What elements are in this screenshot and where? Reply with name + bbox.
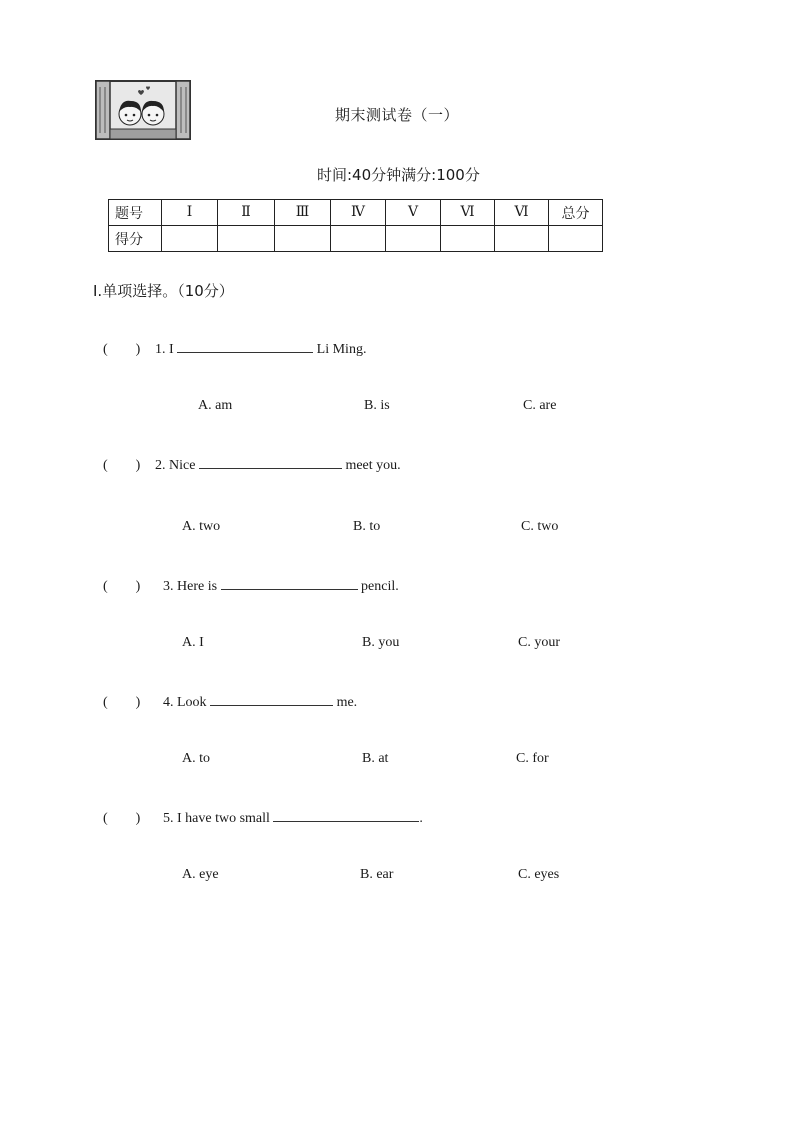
score-col-3: Ⅲ	[275, 200, 331, 226]
answer-paren[interactable]: ( )	[103, 458, 141, 473]
answer-blank[interactable]	[273, 809, 419, 822]
question-suffix: pencil.	[361, 579, 399, 594]
score-col-2: Ⅱ	[218, 200, 275, 226]
answer-blank[interactable]	[177, 340, 313, 353]
question-prefix: 3. Here is	[163, 579, 218, 594]
score-table-score-row	[109, 226, 603, 252]
score-table-row-label: 得分	[109, 226, 162, 252]
question-prefix: 1. I	[155, 342, 174, 357]
option-a[interactable]: A. two	[182, 519, 221, 534]
question-2	[103, 456, 401, 474]
question-4	[103, 693, 357, 711]
score-col-6: Ⅵ	[441, 200, 495, 226]
score-cell[interactable]	[162, 226, 218, 252]
answer-paren[interactable]: ( )	[103, 579, 141, 594]
score-cell[interactable]	[218, 226, 275, 252]
question-suffix: me.	[336, 695, 358, 710]
answer-blank[interactable]	[210, 693, 333, 706]
question-prefix: 5. I have two small	[163, 811, 270, 826]
answer-blank[interactable]	[199, 456, 342, 469]
option-b[interactable]: B. you	[362, 635, 400, 650]
score-cell[interactable]	[441, 226, 495, 252]
answer-paren[interactable]: ( )	[103, 811, 141, 826]
score-cell[interactable]	[495, 226, 549, 252]
question-3	[103, 577, 399, 595]
answer-blank[interactable]	[221, 577, 358, 590]
score-cell[interactable]	[549, 226, 603, 252]
question-suffix: meet you.	[345, 458, 401, 473]
score-col-5: Ⅴ	[386, 200, 441, 226]
question-prefix: 4. Look	[163, 695, 207, 710]
score-cell[interactable]	[275, 226, 331, 252]
score-col-7: Ⅵ	[495, 200, 549, 226]
score-col-total: 总分	[549, 200, 603, 226]
option-c[interactable]: C. your	[518, 635, 560, 650]
answer-paren[interactable]: ( )	[103, 342, 141, 357]
score-col-1: Ⅰ	[162, 200, 218, 226]
option-a[interactable]: A. eye	[182, 867, 219, 882]
option-c[interactable]: C. two	[521, 519, 559, 534]
question-suffix: Li Ming.	[316, 342, 367, 357]
score-table	[108, 199, 603, 252]
exam-title: 期末测试卷（一）	[334, 106, 459, 124]
score-cell[interactable]	[331, 226, 386, 252]
option-b[interactable]: B. ear	[360, 867, 394, 882]
option-b[interactable]: B. at	[362, 751, 389, 766]
option-b[interactable]: B. to	[353, 519, 381, 534]
answer-paren[interactable]: ( )	[103, 695, 141, 710]
option-c[interactable]: C. eyes	[518, 867, 560, 882]
option-c[interactable]: C. are	[523, 398, 557, 413]
option-a[interactable]: A. I	[182, 635, 204, 650]
exam-time-score: 时间:40分钟满分:100分	[317, 166, 480, 184]
score-col-4: Ⅳ	[331, 200, 386, 226]
option-a[interactable]: A. am	[198, 398, 233, 413]
option-a[interactable]: A. to	[182, 751, 210, 766]
question-5	[103, 809, 423, 827]
option-b[interactable]: B. is	[364, 398, 390, 413]
question-prefix: 2. Nice	[155, 458, 196, 473]
score-cell[interactable]	[386, 226, 441, 252]
score-table-header-row	[109, 200, 603, 226]
question-1	[103, 340, 366, 358]
question-suffix: .	[419, 811, 423, 826]
option-c[interactable]: C. for	[516, 751, 549, 766]
section-title: I.单项选择。（10分）	[93, 282, 234, 300]
score-table-header-label: 题号	[109, 200, 162, 226]
